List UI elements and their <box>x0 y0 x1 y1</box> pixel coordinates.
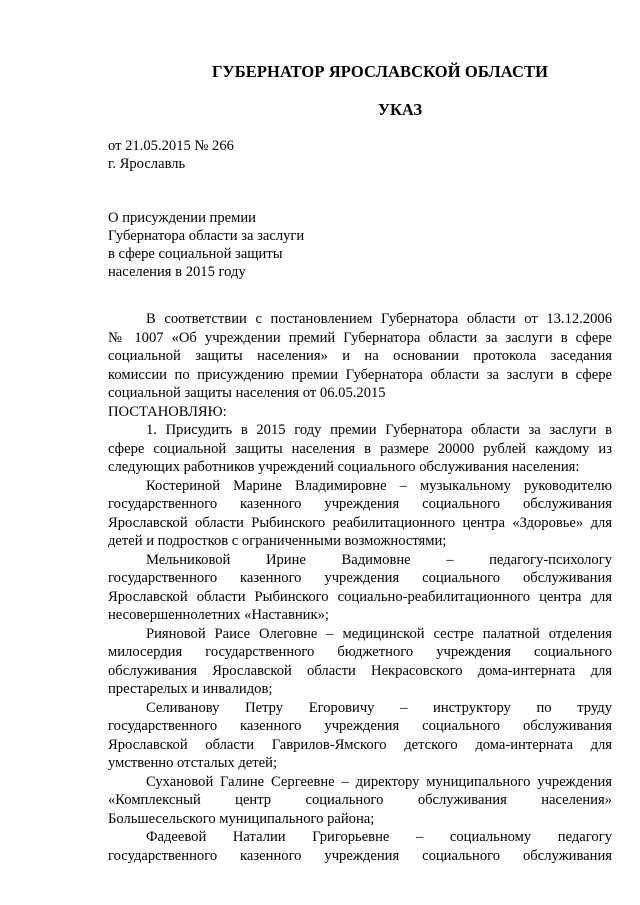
document-title: ГУБЕРНАТОР ЯРОСЛАВСКОЙ ОБЛАСТИ <box>211 62 549 81</box>
body-line: 1. Присудить в 2015 году премии Губернатора области за заслуги в <box>146 422 612 438</box>
body-line: государственного казенного учреждения социального обслуживания <box>108 718 612 734</box>
body-line: Костериной Марине Владимировне – музыкальному руководителю <box>146 477 612 494</box>
body-line: Большесельского муниципального района; <box>108 810 375 827</box>
date-number: от 21.05.2015 № 266 <box>108 138 234 154</box>
body-line: следующих работников учреждений социального обслуживания населения: <box>108 459 580 475</box>
body-line: комиссии по присуждению премии Губернатора области за заслуги в сфере <box>108 366 612 383</box>
city: г. Ярославль <box>108 156 186 172</box>
body-line: ПОСТАНОВЛЯЮ: <box>108 403 227 420</box>
body-line: «Комплексный центр социального обслуживания населения» <box>108 792 612 808</box>
body-line: Селиванову Петру Егоровичу – инструктору по труду <box>146 699 612 716</box>
body-line: № 1007 «Об учреждении премий Губернатора области за заслуги в сфере <box>108 329 612 346</box>
document-type: УКАЗ <box>377 100 423 119</box>
body-line: обслуживания Ярославской области Некрасовского дома-интерната для <box>108 662 612 679</box>
subject-line: Губернатора области за заслуги <box>108 228 305 244</box>
body-line: несовершеннолетних «Наставник»; <box>108 607 329 623</box>
body-line: Фадеевой Наталии Григорьевне – социальному педагогу <box>146 829 612 845</box>
subject-block <box>108 209 348 281</box>
body-line: сфере социальной защиты населения в размере 20000 рублей каждому из <box>108 440 612 457</box>
body-line: Ярославской области Рыбинского социально-реабилитационного центра для <box>108 588 612 605</box>
body-line: социальной защиты населения» и на основании протокола заседания <box>108 348 612 364</box>
body-line: Ярославской области Рыбинского реабилитационного центра «Здоровье» для <box>108 514 612 531</box>
body-line: умственно отсталых детей; <box>108 755 277 771</box>
body-line: Рияновой Раисе Олеговне – медицинской сестре палатной отделения <box>146 625 612 642</box>
body-line: Ярославской области Гаврилов-Ямского детского дома-интерната для <box>108 736 612 753</box>
subject-line: в сфере социальной защиты <box>108 246 283 262</box>
body-line: престарелых и инвалидов; <box>108 681 273 697</box>
subject-line: населения в 2015 году <box>108 264 246 280</box>
document-body <box>108 310 612 865</box>
body-line: государственного казенного учреждения социального обслуживания <box>108 847 612 864</box>
body-line: детей и подростков с ограниченными возможностями; <box>108 533 447 549</box>
body-line: государственного казенного учреждения социального обслуживания <box>108 570 612 586</box>
body-line: Мельниковой Ирине Вадимовне – педагогу-психологу <box>146 551 612 568</box>
body-line: В соответствии с постановлением Губернатора области от 13.12.2006 <box>146 311 612 327</box>
body-line: Сухановой Галине Сергеевне – директору муниципального учреждения <box>146 773 612 790</box>
body-line: социальной защиты населения от 06.05.2015 <box>108 385 386 401</box>
body-line: милосердия государственного бюджетного учреждения социального <box>108 644 612 660</box>
subject-line: О присуждении премии <box>108 210 256 226</box>
body-line: государственного казенного учреждения социального обслуживания <box>108 496 612 512</box>
